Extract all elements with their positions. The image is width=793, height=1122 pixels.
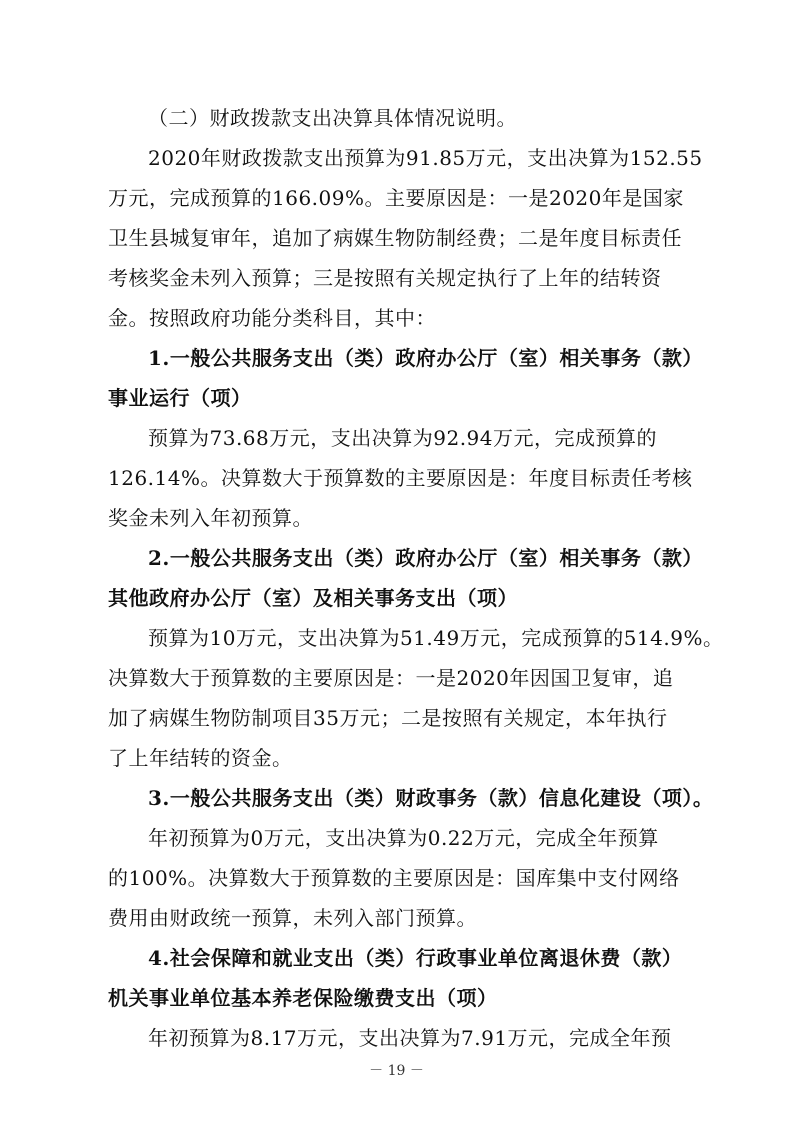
item-heading-4-cont: 机关事业单位基本养老保险缴费支出（项） xyxy=(108,986,498,1010)
paragraph-line: 卫生县城复审年，追加了病媒生物防制经费；二是年度目标责任 xyxy=(108,226,682,250)
paragraph-line: 预算为73.68万元，支出决算为92.94万元，完成预算的 xyxy=(148,426,658,450)
section-heading: （二）财政拨款支出决算具体情况说明。 xyxy=(148,106,517,130)
paragraph-line: 2020年财政拨款支出预算为91.85万元，支出决算为152.55 xyxy=(148,146,703,170)
paragraph-line: 费用由财政统一预算，未列入部门预算。 xyxy=(108,906,477,930)
item-heading-3: 3.一般公共服务支出（类）财政事务（款）信息化建设（项）。 xyxy=(148,786,714,810)
paragraph-line: 预算为10万元，支出决算为51.49万元，完成预算的514.9%。 xyxy=(148,626,724,650)
paragraph-line: 了上年结转的资金。 xyxy=(108,746,293,770)
paragraph-line: 年初预算为0万元，支出决算为0.22万元，完成全年预算 xyxy=(148,826,659,850)
paragraph-line: 决算数大于预算数的主要原因是：一是2020年因国卫复审，追 xyxy=(108,666,674,690)
paragraph-line: 奖金未列入年初预算。 xyxy=(108,506,313,530)
paragraph-line: 金。按照政府功能分类科目，其中： xyxy=(108,306,436,330)
paragraph-line: 万元，完成预算的166.09%。主要原因是：一是2020年是国家 xyxy=(108,186,684,210)
paragraph-line: 年初预算为8.17万元，支出决算为7.91万元，完成全年预 xyxy=(148,1026,672,1050)
item-heading-2: 2.一般公共服务支出（类）政府办公厅（室）相关事务（款） xyxy=(148,546,703,570)
paragraph-line: 加了病媒生物防制项目35万元；二是按照有关规定，本年执行 xyxy=(108,706,668,730)
paragraph-line: 的100%。决算数大于预算数的主要原因是：国库集中支付网络 xyxy=(108,866,680,890)
page-number: － 19 － xyxy=(369,1063,424,1079)
item-heading-1: 1.一般公共服务支出（类）政府办公厅（室）相关事务（款） xyxy=(148,346,703,370)
item-heading-4: 4.社会保障和就业支出（类）行政事业单位离退休费（款） xyxy=(148,946,683,970)
paragraph-line: 考核奖金未列入预算；三是按照有关规定执行了上年的结转资 xyxy=(108,266,662,290)
item-heading-2-cont: 其他政府办公厅（室）及相关事务支出（项） xyxy=(108,586,518,610)
paragraph-line: 126.14%。决算数大于预算数的主要原因是：年度目标责任考核 xyxy=(108,466,693,490)
item-heading-1-cont: 事业运行（项） xyxy=(108,386,252,410)
